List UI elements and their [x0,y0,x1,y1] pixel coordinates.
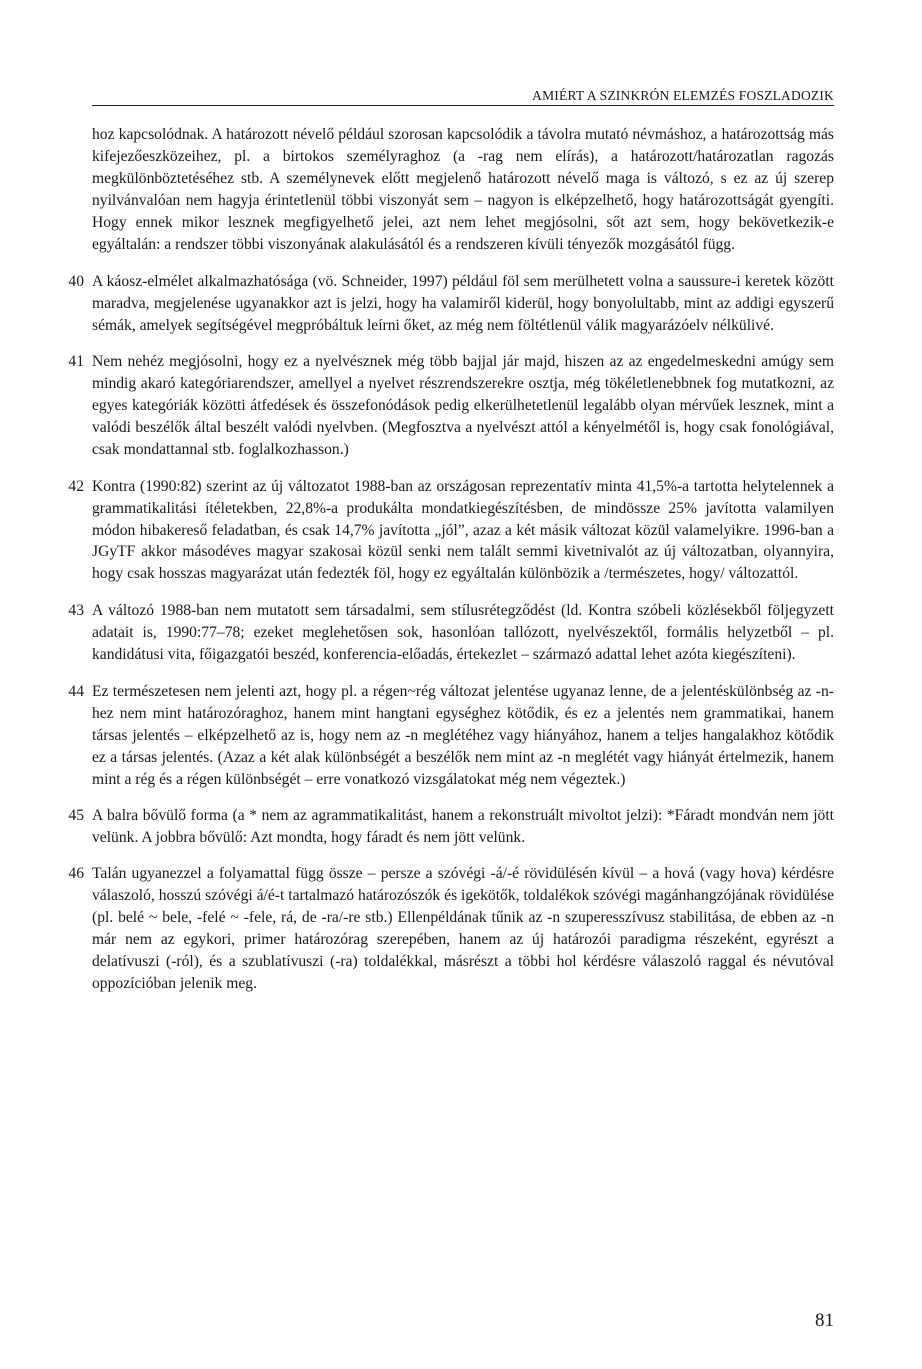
footnote-40 [68,271,834,337]
footnote-text: A balra bővülő forma (a * nem az agrammatikalitást, hanem a rekonstruált mivoltot jelzi): *Fáradt mondván nem jött velünk. A jobbra bővülő: Azt mondta, hogy fáradt és nem jött velünk. [92,807,834,847]
footnote-text: A káosz-elmélet alkalmazhatósága (vö. Schneider, 1997) például föl sem merülhetett volna a saussure-i keretek között maradva, megjelenése ugyanakkor azt is jelzi, hogy ha valamiről kiderül, hogy bonyolultabb, mint az addigi egyszerű sémák, amelyek segítségével megpróbáltuk leírni őket, az még nem föltétlenül válik magyarázóelv nélkülivé. [92,273,834,335]
footnote-46 [68,863,834,994]
footnote-44 [68,681,834,791]
page-content [68,124,834,995]
footnote-number: 45 [68,807,84,825]
footnote-number: 41 [68,353,84,371]
footnote-41 [68,351,834,461]
page-number: 81 [815,1310,834,1331]
footnote-number: 40 [68,273,84,291]
footnote-text: Kontra (1990:82) szerint az új változatot 1988-ban az országosan reprezentatív minta 41,5%-a tartotta helytelennek a grammatikalitási ítéletekben, 22,8%-a produkálta mondatkiegészítésben, de mindössze 25% javította valamilyen módon hibakereső feladatban, és csak 14,7% javította „jól”, azaz a két másik változat közül valamelyikre. 1996-ban a JGyTF akkor másodéves magyar szakosai közül senki nem talált semmi kivetnivalót az új változatban, olyannyira, hogy csak hosszas magyarázat után fedezték föl, hogy ez egyáltalán különbözik a /természetes, hogy/ változattól. [92,477,834,583]
footnote-42 [68,476,834,586]
body-paragraph: hoz kapcsolódnak. A határozott névelő például szorosan kapcsolódik a távolra mutató névmáshoz, a határozottság más kifejezőeszközeihez, pl. a birtokos személyraghoz (a -rag nem elírás), a határozott/határozatlan ragozás megkülönböztetéséhez stb. A személynevek előtt megjelenő határozott névelő maga is változó, s ez az új szerep nyilvánvalóan nem hagyja érintetlenül többi viszonyát sem – nagyon is elképzelhető, hogy határozottságát gyengíti. Hogy ennek mikor lesznek megfigyelhető jelei, azt nem lehet megjósolni, sőt azt sem, hogy bekövetkezik-e egyáltalán: a rendszer többi viszonyának alakulásától és a rendszeren kívüli tényezők mozgásától függ. [92,126,834,253]
footnote-number: 46 [68,865,84,883]
footnote-text: A változó 1988-ban nem mutatott sem társadalmi, sem stílusrétegződést (ld. Kontra szóbeli közlésekből följegyzett adatait is, 1990:77–78; ezeket meglehetősen sok, hasonlóan tallózott, nyelvészektől, formális helyzetből – pl. kandidátusi vita, főigazgatói beszéd, konferencia-előadás, értekezlet – származó adattal lehet azóta kiegészíteni). [92,602,834,664]
footnote-text: Ez természetesen nem jelenti azt, hogy pl. a régen~rég változat jelentése ugyanaz lenne, de a jelentéskülönbség az -n-hez nem mint határozóraghoz, hanem mint hangtani egységhez kötődik, és ez a jelentés nem grammatikai, hanem társas jelentés – elképzelhető az is, hogy nem az -n meglétéhez vagy hiányához, hanem a teljes hangalakhoz kötődik ez a társas jelentés. (Azaz a két alak különbségét a beszélők nem mint az -n meglétét vagy hiányát értelmezik, hanem mint a rég és a régen különbségét – erre vonatkozó vizsgálatokat még nem végeztek.) [92,682,834,788]
footnote-text: Talán ugyanezzel a folyamattal függ össze – persze a szóvégi -á/-é rövidülésén kívül – a hová (vagy hova) kérdésre válaszoló, hosszú szóvégi á/é-t tartalmazó határozószók és igekötők, toldalékok szóvégi magánhangzójának rövidülése (pl. belé ~ bele, -felé ~ -fele, rá, de -ra/-re stb.) Ellenpéldának tűnik az -n szuperesszívusz stabilitása, de ebben az -n már nem az egykori, primer határozórag szerepében, hanem az új határozói paradigma részeként, egyrészt a delatívuszi (-ról), és a szublatívuszi (-ra) toldalékkal, másrészt a többi hol kérdésre válaszoló raggal és névutóval oppozícióban jelenik meg. [92,865,834,992]
footnote-43 [68,600,834,666]
footnote-45 [68,805,834,849]
footnote-number: 43 [68,602,84,620]
footnote-number: 44 [68,682,84,700]
footnote-number: 42 [68,477,84,495]
footnote-text: Nem nehéz megjósolni, hogy ez a nyelvésznek még több bajjal jár majd, hiszen az az engedelmeskedni amúgy sem mindig akaró kategóriarendszer, amellyel a nyelvet részrendszerekre osztja, még tökéletlenebbnek fog mutatkozni, az egyes kategóriák közötti átfedések és összefonódások pedig elkerülhetetlenül legalább olyan mérvűek lesznek, mint a valódi beszélők által beszélt valódi nyelvben. (Megfosztva a nyelvészt attól a kényelmétől is, hogy csak fonológiával, csak mondattannal stb. foglalkozhasson.) [92,353,834,458]
header-rule [92,105,834,106]
running-header: AMIÉRT A SZINKRÓN ELEMZÉS FOSZLADOZIK [532,88,834,103]
